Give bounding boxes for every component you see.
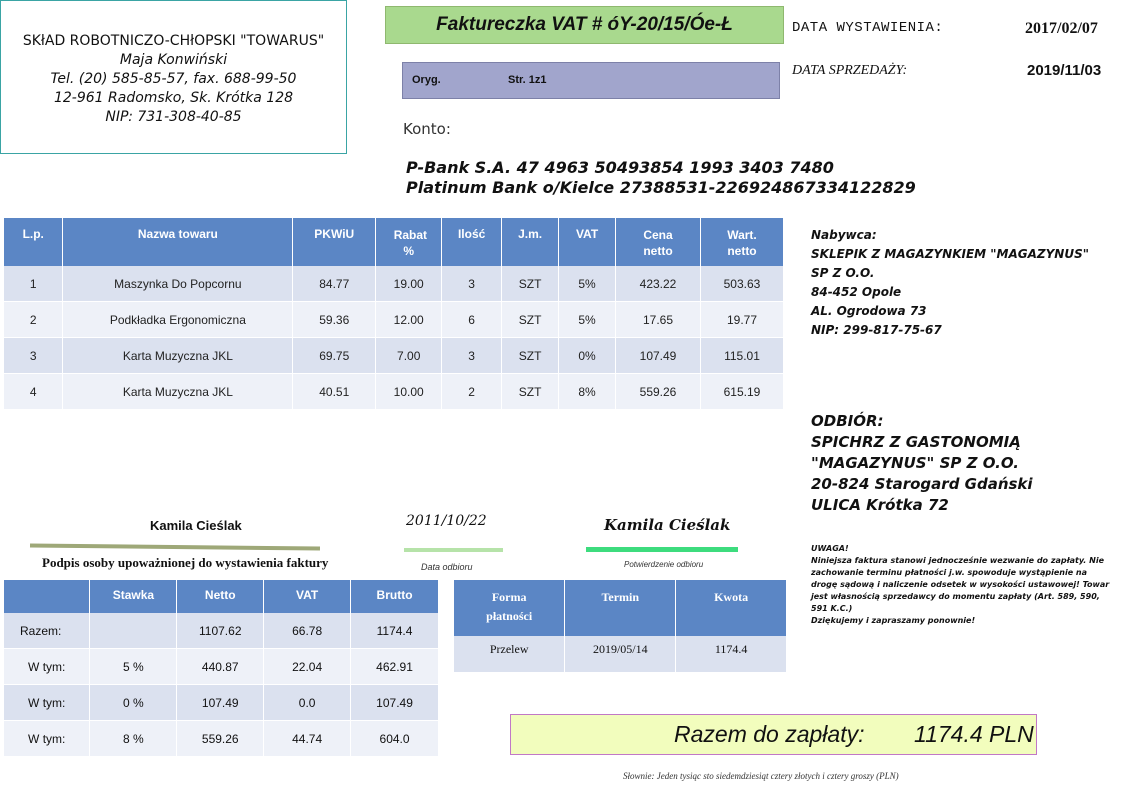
col-rate: Stawka <box>90 580 177 613</box>
payment-header-row <box>454 580 787 636</box>
cell: 604.0 <box>351 721 439 757</box>
col-discount-label: Rabat % <box>393 228 428 258</box>
sale-date: 2019/11/03 <box>1027 62 1102 79</box>
cell: 462.91 <box>351 649 439 685</box>
notice-body: Niniejsza faktura stanowi jednocześnie wezwanie do zapłaty. Nie zachowanie terminu płatności j.w. spowoduje wystąpienie na drogę sądową i naliczenie odsetek w wysokości ustawowej! Towar jest własnością sprzedawcy do momentu zapłaty (Art. 589, 590, 591 K.C.) <box>811 556 1110 613</box>
cell: 107.49 <box>351 685 439 721</box>
issuer-caption: Podpis osoby upoważnionej do wystawienia faktury <box>42 555 329 570</box>
cell: 2019/05/14 <box>565 636 676 672</box>
cell: 4 <box>4 374 63 410</box>
cell: Podkładka Ergonomiczna <box>63 302 293 338</box>
total-amount: 1174.4 PLN <box>914 721 1034 747</box>
bank-account-1: P-Bank S.A. 47 4963 50493854 1993 3403 7480 <box>406 158 834 177</box>
receipt-date: 2011/10/22 <box>406 513 487 529</box>
cell: 3 <box>442 266 502 302</box>
table-row <box>4 302 784 338</box>
cell: 6 <box>442 302 502 338</box>
receiver-line: 20-824 Starogard Gdański <box>811 475 1033 493</box>
cell: Maszynka Do Popcornu <box>63 266 293 302</box>
issue-date: 2017/02/07 <box>1025 20 1098 37</box>
cell: Karta Muzyczna JKL <box>63 374 293 410</box>
col-discount <box>376 218 442 266</box>
items-header-row <box>4 218 784 266</box>
cell: 115.01 <box>700 338 783 374</box>
cell: 8 % <box>90 721 177 757</box>
cell: 19.77 <box>700 302 783 338</box>
table-row <box>4 266 784 302</box>
account-label: Konto: <box>403 120 451 138</box>
cell: 1174.4 <box>676 636 787 672</box>
col-amount: Kwota <box>676 580 787 636</box>
cell: 10.00 <box>376 374 442 410</box>
cell: Przelew <box>454 636 565 672</box>
copy-label: Oryg. <box>412 74 441 86</box>
payment-table <box>454 580 787 672</box>
notice-title: UWAGA! <box>811 544 849 553</box>
notice-thanks: Dziękujemy i zapraszamy ponownie! <box>811 616 976 625</box>
receipt-date-line <box>404 548 503 552</box>
cell: Razem: <box>4 613 90 649</box>
cell: 5% <box>559 266 616 302</box>
col-unit: J.m. <box>502 218 559 266</box>
seller-phone: Tel. (20) 585-85-57, fax. 688-99-50 <box>50 71 297 87</box>
cell: 615.19 <box>700 374 783 410</box>
table-row <box>4 721 439 757</box>
copy-box <box>402 62 780 99</box>
table-row <box>4 374 784 410</box>
cell: 3 <box>442 338 502 374</box>
cell: 3 <box>4 338 63 374</box>
cell: W tym: <box>4 685 90 721</box>
buyer-line: NIP: 299-817-75-67 <box>811 323 942 337</box>
confirm-name: Kamila Cieślak <box>604 516 731 534</box>
amount-in-words: Słownie: Jeden tysiąc sto siedemdziesiąt cztery złotych i cztery groszy (PLN) <box>623 771 899 781</box>
col-vat: VAT <box>559 218 616 266</box>
buyer-block <box>811 226 1089 340</box>
invoice-title: Faktureczka VAT # óY-20/15/Óe-Ł <box>385 6 784 44</box>
cell: 5 % <box>90 649 177 685</box>
seller-address: 12-961 Radomsko, Sk. Krótka 128 <box>53 90 294 106</box>
cell: 84.77 <box>293 266 376 302</box>
cell: SZT <box>502 338 559 374</box>
cell: 559.26 <box>177 721 264 757</box>
cell: 107.49 <box>616 338 701 374</box>
issuer-signature-line <box>30 543 320 550</box>
col-qty: Ilość <box>442 218 502 266</box>
cell: 0.0 <box>264 685 351 721</box>
total-box <box>510 714 1037 755</box>
col-name: Nazwa towaru <box>63 218 293 266</box>
table-row <box>4 685 439 721</box>
issue-date-label: DATA WYSTAWIENIA: <box>792 20 944 36</box>
col-net: Netto <box>177 580 264 613</box>
items-table <box>4 218 784 410</box>
cell: 59.36 <box>293 302 376 338</box>
vat-summary-table <box>4 580 439 757</box>
buyer-label: Nabywca: <box>811 228 877 242</box>
cell: SZT <box>502 302 559 338</box>
cell: 66.78 <box>264 613 351 649</box>
cell: SZT <box>502 266 559 302</box>
cell: 1107.62 <box>177 613 264 649</box>
col-due-date: Termin <box>565 580 676 636</box>
receiver-line: ULICA Krótka 72 <box>811 496 949 514</box>
total-label: Razem do zapłaty: <box>674 721 865 747</box>
col-price <box>616 218 701 266</box>
table-row <box>4 649 439 685</box>
cell: 8% <box>559 374 616 410</box>
confirm-caption: Potwierdzenie odbioru <box>624 560 704 569</box>
cell: SZT <box>502 374 559 410</box>
seller-box <box>0 0 347 154</box>
receiver-line: "MAGAZYNUS" SP Z O.O. <box>811 454 1019 472</box>
receipt-caption: Data odbioru <box>421 562 473 572</box>
table-row <box>4 613 439 649</box>
cell: 2 <box>442 374 502 410</box>
cell: Karta Muzyczna JKL <box>63 338 293 374</box>
cell: 69.75 <box>293 338 376 374</box>
cell: 1174.4 <box>351 613 439 649</box>
col-value-label: Wart. netto <box>727 228 757 258</box>
cell: 5% <box>559 302 616 338</box>
cell: 0 % <box>90 685 177 721</box>
col-price-label: Cena netto <box>643 228 673 258</box>
issuer-name: Kamila Cieślak <box>150 518 242 533</box>
receiver-line: SPICHRZ Z GASTONOMIĄ <box>811 433 1021 451</box>
table-row <box>4 338 784 374</box>
col-gross: Brutto <box>351 580 439 613</box>
cell: W tym: <box>4 649 90 685</box>
bank-account-2: Platinum Bank o/Kielce 27388531-226924867334122829 <box>406 178 916 197</box>
page-label: Str. 1z1 <box>508 74 547 86</box>
col-payment-form-label: Forma płatności <box>486 590 533 623</box>
cell: 44.74 <box>264 721 351 757</box>
col-vat-amount: VAT <box>264 580 351 613</box>
receiver-block <box>811 411 1033 516</box>
cell: 503.63 <box>700 266 783 302</box>
cell: 22.04 <box>264 649 351 685</box>
cell: 1 <box>4 266 63 302</box>
cell: 107.49 <box>177 685 264 721</box>
cell: 19.00 <box>376 266 442 302</box>
cell: 17.65 <box>616 302 701 338</box>
cell: 2 <box>4 302 63 338</box>
vat-header-row <box>4 580 439 613</box>
receiver-label: ODBIÓR: <box>811 412 884 430</box>
buyer-line: 84-452 Opole <box>811 285 902 299</box>
cell: 12.00 <box>376 302 442 338</box>
col-label <box>4 580 90 613</box>
confirm-signature-line <box>586 547 738 552</box>
col-payment-form <box>454 580 565 636</box>
cell: 40.51 <box>293 374 376 410</box>
seller-person: Maja Konwiński <box>119 52 228 68</box>
seller-nip: NIP: 731-308-40-85 <box>105 109 242 125</box>
cell: 7.00 <box>376 338 442 374</box>
col-value <box>700 218 783 266</box>
table-row <box>454 636 787 672</box>
notice-block <box>811 543 1111 627</box>
cell: 0% <box>559 338 616 374</box>
buyer-line: SP Z O.O. <box>811 266 875 280</box>
cell: 559.26 <box>616 374 701 410</box>
cell: 423.22 <box>616 266 701 302</box>
buyer-line: SKLEPIK Z MAGAZYNKIEM "MAGAZYNUS" <box>811 247 1089 261</box>
buyer-line: AL. Ogrodowa 73 <box>811 304 927 318</box>
cell <box>90 613 177 649</box>
cell: 440.87 <box>177 649 264 685</box>
cell: W tym: <box>4 721 90 757</box>
sale-date-label: DATA SPRZEDAŻY: <box>792 63 908 78</box>
col-lp: L.p. <box>4 218 63 266</box>
seller-name: SKłAD ROBOTNICZO-CHłOPSKI "TOWARUS" <box>22 33 325 49</box>
col-pkwiu: PKWiU <box>293 218 376 266</box>
